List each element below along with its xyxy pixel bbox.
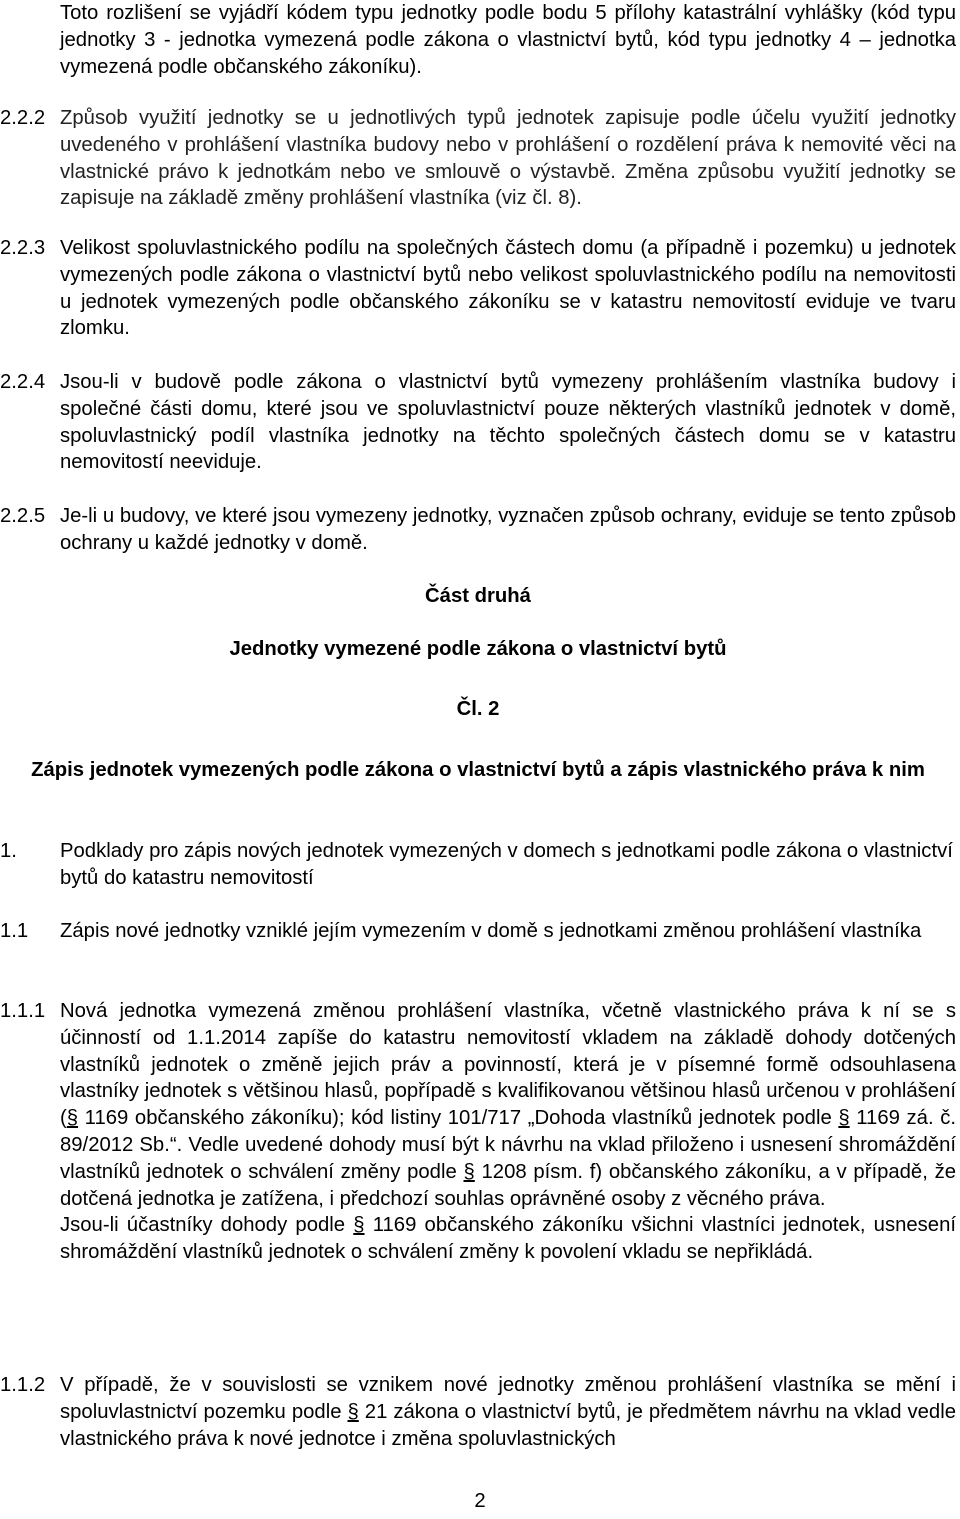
section-2-2-3 (0, 235, 956, 342)
section-text: Zápis nové jednotky vzniklé jejím vymezením v domě s jednotkami změnou prohlášení vlastníka (60, 920, 922, 942)
section-number: 2.2.5 (0, 505, 46, 527)
part-heading: Část druhá (425, 585, 531, 607)
section-number: 1.1 (0, 920, 29, 942)
section-2-2-4 (0, 369, 956, 476)
section-1-1-1 (0, 998, 956, 1266)
section-text: Nová jednotka vymezená změnou prohlášení vlastníka, včetně vlastnického práva k ní se s účinností od 1.1.2014 zapíše do katastru nemovitostí vkladem na základě dohody dotčených vlastníků jednotek o změně jejich práv a povinností, která je v písemné formě odsouhlasena vlastníky jednotek s většinou hlasů, popřípadě s kvalifikovanou většinou hlasů určenou v prohlášení (§ 1169 občanského zákoníku); kód listiny 101/717 „Dohoda vlastníků jednotek podle § 1169 zá. č. 89/2012 Sb.“. Vedle uvedené dohody musí být k návrhu na vklad přiloženo i usnesení shromáždění vlastníků jednotek o schválení změny podle § 1208 písm. f) občanského zákoníku, a v případě, že dotčená jednotka je zatížena, i předchozí souhlas oprávněné osoby z věcného práva. (60, 1000, 956, 1210)
intro-text: Toto rozlišení se vyjádří kódem typu jednotky podle bodu 5 přílohy katastrální vyhlášky (kód typu jednotky 3 - jednotka vymezená podle zákona o vlastnictví bytů, kód typu jednotky 4 – jednotka vymezená podle občanského zákoníku). (60, 2, 956, 78)
paragraph-symbol: § (838, 1107, 850, 1130)
section-1-1-2 (0, 1372, 956, 1452)
section-text: V případě, že v souvislosti se vznikem nové jednotky změnou prohlášení vlastníka se mění i spoluvlastnictví pozemku podle § 21 zákona o vlastnictví bytů, je předmětem návrhu na vklad vedle vlastnického práva k nové jednotce i změna spoluvlastnických (60, 1374, 956, 1450)
section-number: 1.1.1 (0, 1000, 46, 1022)
section-number: 1. (0, 840, 17, 862)
section-text: Velikost spoluvlastnického podílu na společných částech domu (a případně i pozemku) u jednotek vymezených podle zákona o vlastnictví bytů nebo velikost spoluvlastnického podílu na nemovitosti u jednotek vymezených podle občanského zákoníku se v katastru nemovitostí eviduje ve tvaru zlomku. (60, 237, 956, 340)
section-number: 1.1.2 (0, 1374, 46, 1396)
paragraph-symbol: § (66, 1107, 79, 1130)
section-number: 2.2.4 (0, 371, 46, 393)
section-text: Podklady pro zápis nových jednotek vymezených v domech s jednotkami podle zákona o vlastnictví bytů do katastru nemovitostí (60, 840, 953, 889)
paragraph-symbol: § (463, 1160, 475, 1183)
section-text: Jsou-li v budově podle zákona o vlastnictví bytů vymezeny prohlášením vlastníka budovy i společné části domu, které jsou ve spoluvlastnictví pouze některých vlastníků jednotek v domě, spoluvlastnický podíl vlastníka jednotky na těchto společných částech domu se v katastru nemovitostí neeviduje. (60, 371, 956, 474)
paragraph-symbol: § (353, 1214, 365, 1237)
section-number: 2.2.3 (0, 237, 46, 259)
section-1 (0, 838, 956, 892)
section-text-continued: Jsou-li účastníky dohody podle § 1169 občanského zákoníku všichni vlastníci jednotek, usnesení shromáždění vlastníků jednotek o schválení změny k povolení vkladu se nepřikládá. (60, 1214, 956, 1264)
paragraph-symbol: § (347, 1400, 359, 1423)
intro-paragraph (0, 0, 956, 80)
part-title: Jednotky vymezené podle zákona o vlastnictví bytů (229, 638, 727, 660)
section-text: Je-li u budovy, ve které jsou vymezeny jednotky, vyznačen způsob ochrany, eviduje se tento způsob ochrany u každé jednotky v domě. (60, 505, 956, 554)
section-2-2-2 (0, 105, 956, 212)
section-number: 2.2.2 (0, 107, 46, 129)
section-text: Způsob využití jednotky se u jednotlivých typů jednotek zapisuje podle účelu využití jednotky uvedeného v prohlášení vlastníka budovy nebo v prohlášení o rozdělení práva k nemovité věci na vlastnické právo k jednotkám nebo ve smlouvě o výstavbě. Změna způsobu využití jednotky se zapisuje na základě změny prohlášení vlastníka (viz čl. 8). (60, 107, 956, 210)
article-heading: Čl. 2 (456, 698, 500, 720)
section-1-1 (0, 918, 956, 945)
page-number: 2 (474, 1490, 486, 1512)
section-2-2-5 (0, 503, 956, 557)
article-title: Zápis jednotek vymezených podle zákona o vlastnictví bytů a zápis vlastnického práva k nim (31, 759, 925, 781)
